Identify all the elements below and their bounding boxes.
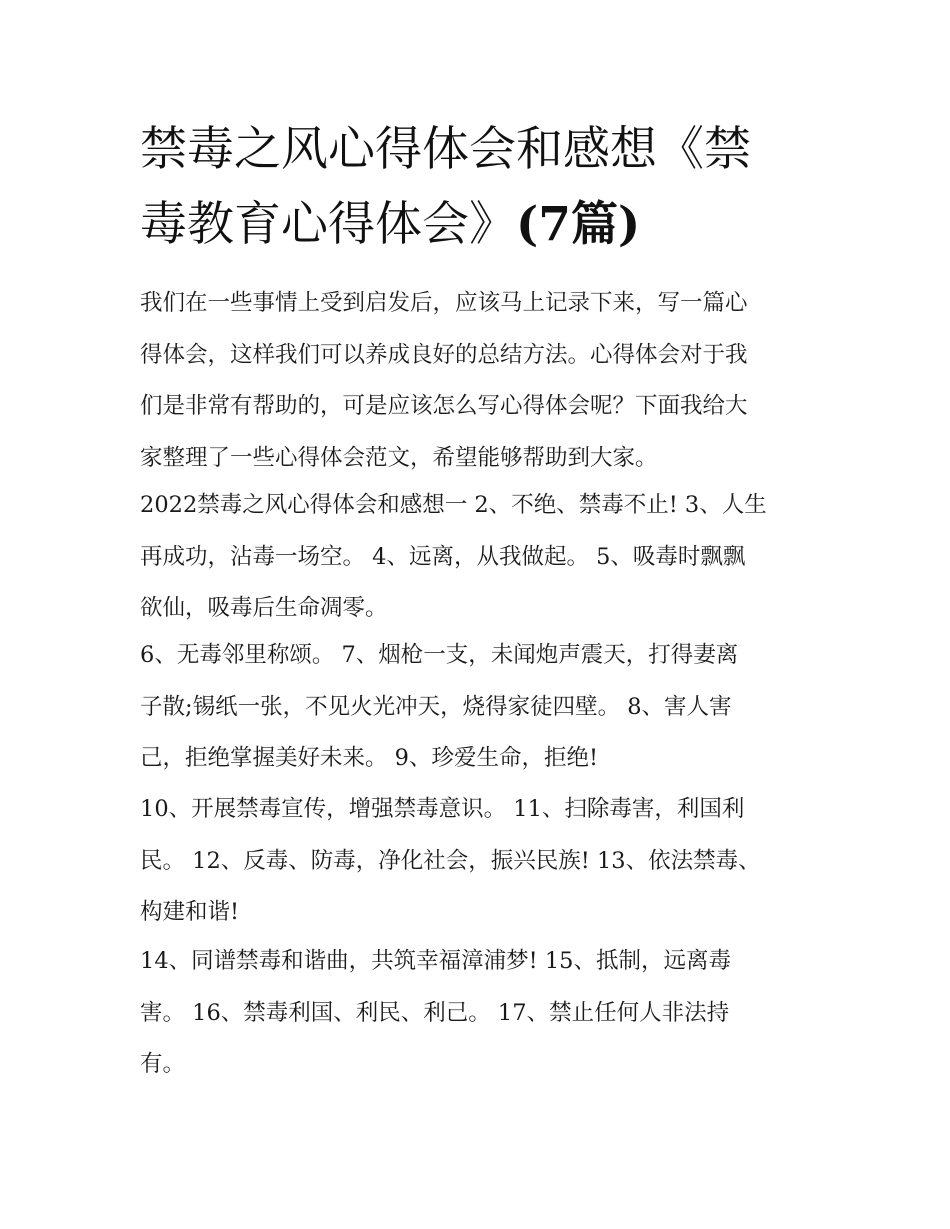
intro-paragraph [140, 278, 820, 484]
paragraph-line: 害。 16、禁毒利国、利民、利己。 17、禁止任何人非法持 [140, 999, 730, 1026]
slogan-paragraph-2 [140, 630, 820, 785]
slogan-paragraph-4 [140, 936, 820, 1091]
paragraph-line: 再成功，沾毒一场空。 4、远离，从我做起。 5、吸毒时飘飘 [140, 543, 746, 570]
slogan-paragraph-1 [140, 480, 820, 635]
slogan-paragraph-3 [140, 784, 820, 939]
paragraph-line: 家整理了一些心得体会范文，希望能够帮助到大家。 [140, 444, 658, 471]
paragraph-line: 我们在一些事情上受到启发后，应该马上记录下来，写一篇心 [140, 290, 748, 316]
paragraph-line: 们是非常有帮助的，可是应该怎么写心得体会呢？下面我给大 [140, 393, 748, 419]
document-title [140, 112, 820, 262]
paragraph-line: 有。 [140, 1051, 186, 1077]
paragraph-line: 得体会，这样我们可以养成良好的总结方法。心得体会对于我 [140, 341, 748, 368]
title-line-2-text: 毒教育心得体会》 [140, 197, 516, 252]
paragraph-line: 己，拒绝掌握美好未来。 9、珍爱生命，拒绝! [140, 745, 599, 771]
paragraph-line: 6、无毒邻里称颂。 7、烟枪一支，未闻炮声震天，打得妻离 [140, 642, 739, 668]
paragraph-line: 14、同谱禁毒和谐曲，共筑幸福漳浦梦! 15、抵制，远离毒 [140, 948, 731, 974]
title-line-2-count: (7篇) [516, 197, 641, 252]
title-line-2 [140, 187, 820, 262]
title-line-1: 禁毒之风心得体会和感想《禁 [140, 122, 751, 177]
paragraph-line: 10、开展禁毒宣传，增强禁毒意识。 11、扫除毒害，利国利 [140, 796, 745, 822]
paragraph-line: 2022禁毒之风心得体会和感想一 2、不绝、禁毒不止! 3、人生 [140, 492, 767, 518]
paragraph-line: 构建和谐! [140, 899, 240, 925]
paragraph-line: 民。 12、反毒、防毒，净化社会，振兴民族! 13、依法禁毒、 [140, 847, 761, 874]
paragraph-line: 子散;锡纸一张，不见火光冲天，烧得家徒四壁。 8、害人害 [140, 693, 732, 720]
paragraph-line: 欲仙，吸毒后生命凋零。 [140, 595, 388, 621]
